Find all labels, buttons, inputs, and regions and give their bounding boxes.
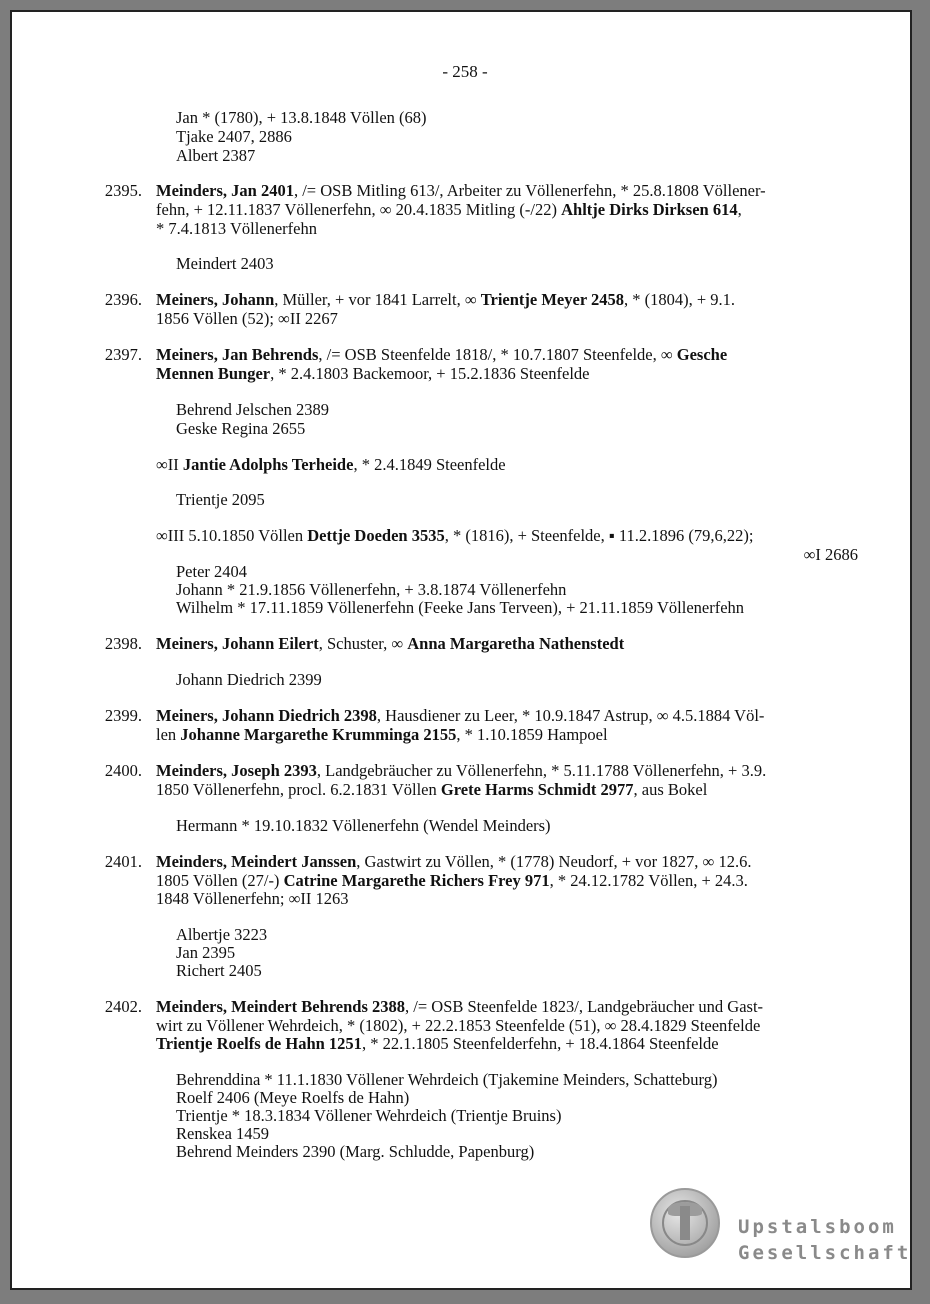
list-item: Wilhelm * 17.11.1859 Völlenerfehn (Feeke Jans Terveen), + 21.11.1859 Völlenerfehn	[176, 598, 745, 617]
entry-line: Meiners, Johann Diedrich 2398, Hausdiener zu Leer, * 10.9.1847 Astrup, ∞ 4.5.1884 Völ-	[156, 706, 765, 725]
list-item: Trientje 2095	[176, 490, 265, 509]
list-item: Peter 2404	[176, 562, 248, 581]
list-item: Behrend Meinders 2390 (Marg. Schludde, Papenburg)	[176, 1142, 535, 1161]
seal-logo-icon	[650, 1188, 720, 1258]
entry-line: Trientje Roelfs de Hahn 1251, * 22.1.1805 Steenfelderfehn, + 18.4.1864 Steenfelde	[156, 1034, 719, 1053]
entry-line: len Johanne Margarethe Krumminga 2155, * 1.10.1859 Hampoel	[156, 725, 608, 744]
entry-name: Meinders, Joseph 2393	[156, 761, 317, 780]
list-item: Behrenddina * 11.1.1830 Völlener Wehrdeich (Tjakemine Meinders, Schatteburg)	[176, 1070, 718, 1089]
entry-number: 2397.	[104, 345, 142, 364]
list-item: Roelf 2406 (Meye Roelfs de Hahn)	[176, 1088, 410, 1107]
entry-name: Meiners, Johann Diedrich 2398	[156, 706, 377, 725]
list-item: Jan * (1780), + 13.8.1848 Völlen (68)	[176, 108, 427, 127]
list-item: Johann * 21.9.1856 Völlenerfehn, + 3.8.1874 Völlenerfehn	[176, 580, 567, 599]
list-item: Albertje 3223	[176, 925, 268, 944]
list-item: Hermann * 19.10.1832 Völlenerfehn (Wendel Meinders)	[176, 816, 551, 835]
list-item: Geske Regina 2655	[176, 419, 306, 438]
entry-name: Meinders, Jan 2401	[156, 181, 294, 200]
list-item: Tjake 2407, 2886	[176, 127, 292, 146]
entry-line: ∞I 2686	[803, 545, 858, 564]
list-item: Behrend Jelschen 2389	[176, 400, 330, 419]
page-number: - 258 -	[442, 62, 488, 81]
entry-line: 1856 Völlen (52); ∞II 2267	[156, 309, 338, 328]
entry-line: * 7.4.1813 Völlenerfehn	[156, 219, 317, 238]
entry-number: 2400.	[104, 761, 142, 780]
entry-name: Meiners, Jan Behrends	[156, 345, 319, 364]
entry-name: Meiners, Johann Eilert	[156, 634, 319, 653]
entry-line: Meinders, Meindert Janssen, Gastwirt zu Völlen, * (1778) Neudorf, + vor 1827, ∞ 12.6.	[156, 852, 752, 871]
entry-name: Meiners, Johann	[156, 290, 275, 309]
list-item: Renskea 1459	[176, 1124, 270, 1143]
brand-line-1: Upstalsboom	[738, 1216, 897, 1238]
entry-line: Mennen Bunger, * 2.4.1803 Backemoor, + 15.2.1836 Steenfelde	[156, 364, 590, 383]
entry-name: Meinders, Meindert Behrends 2388	[156, 997, 406, 1016]
list-item: Albert 2387	[176, 146, 256, 165]
entry-line: 1848 Völlenerfehn; ∞II 1263	[156, 889, 349, 908]
entry-line: Meiners, Johann, Müller, + vor 1841 Larrelt, ∞ Trientje Meyer 2458, * (1804), + 9.1.	[156, 290, 736, 309]
entry-line: Meiners, Johann Eilert, Schuster, ∞ Anna Margaretha Nathenstedt	[156, 634, 625, 653]
entry-number: 2396.	[104, 290, 142, 309]
entry-line: fehn, + 12.11.1837 Völlenerfehn, ∞ 20.4.1835 Mitling (-/22) Ahltje Dirks Dirksen 614,	[156, 200, 742, 219]
entry-line: 1850 Völlenerfehn, procl. 6.2.1831 Völlen Grete Harms Schmidt 2977, aus Bokel	[156, 780, 708, 799]
entry-line: 1805 Völlen (27/-) Catrine Margarethe Richers Frey 971, * 24.12.1782 Völlen, + 24.3.	[156, 871, 748, 890]
entry-line: ∞II Jantie Adolphs Terheide, * 2.4.1849 Steenfelde	[156, 455, 506, 474]
list-item: Johann Diedrich 2399	[176, 670, 322, 689]
list-item: Meindert 2403	[176, 254, 274, 273]
entry-line: ∞III 5.10.1850 Völlen Dettje Doeden 3535, * (1816), + Steenfelde, ▪ 11.2.1896 (79,6,22);	[156, 526, 754, 545]
entry-line: Meiners, Jan Behrends, /= OSB Steenfelde 1818/, * 10.7.1807 Steenfelde, ∞ Gesche	[156, 345, 728, 364]
entry-name: Meinders, Meindert Janssen	[156, 852, 357, 871]
list-item: Jan 2395	[176, 943, 236, 962]
entry-line: Meinders, Meindert Behrends 2388, /= OSB Steenfelde 1823/, Landgebräucher und Gast-	[156, 997, 764, 1016]
entry-line: Meinders, Joseph 2393, Landgebräucher zu Völlenerfehn, * 5.11.1788 Völlenerfehn, + 3.9.	[156, 761, 767, 780]
entry-number: 2398.	[104, 634, 142, 653]
entry-number: 2401.	[104, 852, 142, 871]
list-item: Richert 2405	[176, 961, 262, 980]
brand-line-2: Gesellschaft	[738, 1242, 912, 1264]
entry-number: 2402.	[104, 997, 142, 1016]
entry-line: Meinders, Jan 2401, /= OSB Mitling 613/, Arbeiter zu Völlenerfehn, * 25.8.1808 Völlener-	[156, 181, 766, 200]
entry-number: 2399.	[104, 706, 142, 725]
entry-number: 2395.	[104, 181, 142, 200]
list-item: Trientje * 18.3.1834 Völlener Wehrdeich (Trientje Bruins)	[176, 1106, 562, 1125]
entry-line: wirt zu Völlener Wehrdeich, * (1802), + 22.2.1853 Steenfelde (51), ∞ 28.4.1829 Steenfelde	[156, 1016, 761, 1035]
